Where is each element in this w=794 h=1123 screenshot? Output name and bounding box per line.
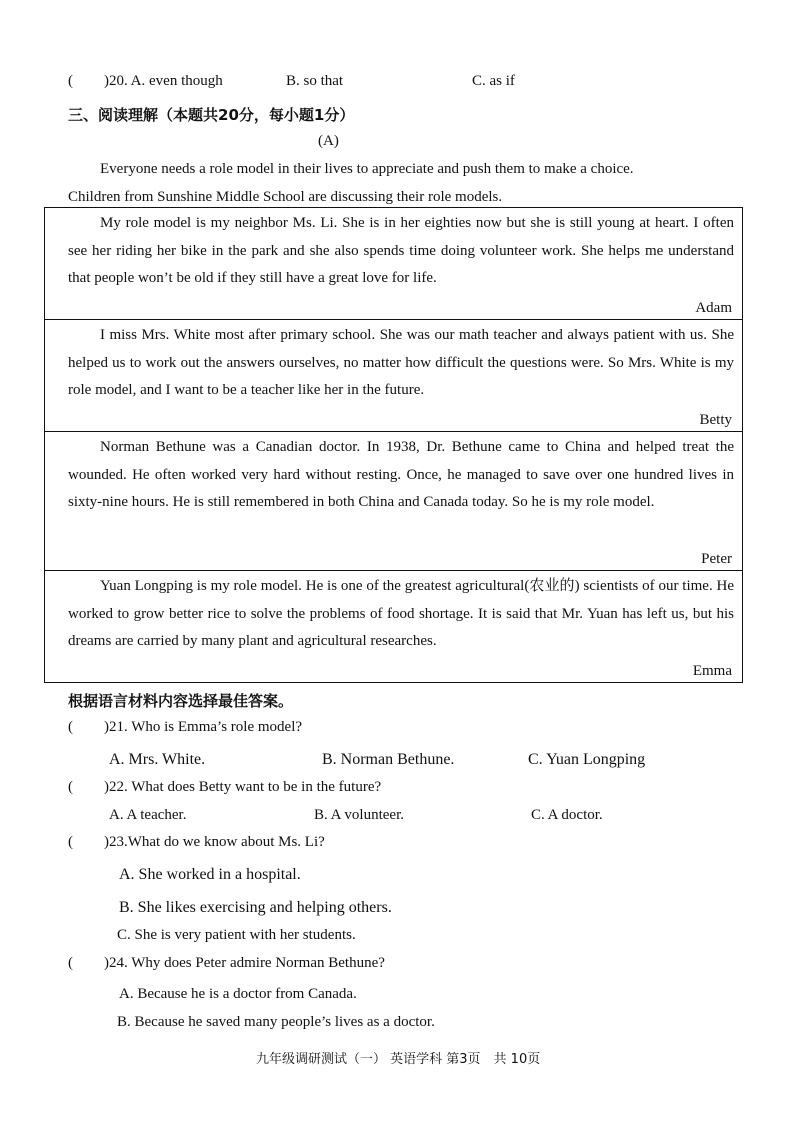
question-23-option-c: C. She is very patient with her students. (117, 927, 356, 943)
answer-paren-20: ( (68, 73, 73, 89)
question-24-stem: )24. Why does Peter admire Norman Bethune? (104, 955, 385, 971)
question-22-stem: )22. What does Betty want to be in the future? (104, 779, 382, 795)
question-20-option-a: )20. A. even though (104, 73, 223, 89)
section-title: 三、阅读理解（本题共20分，每小题1分） (68, 106, 355, 124)
passage-author: Adam (695, 300, 732, 316)
answer-paren-24: ( (68, 955, 73, 971)
passage-box-betty (44, 319, 743, 432)
intro-line-2: Children from Sunshine Middle School are discussing their role models. (68, 189, 503, 205)
question-23-stem: )23.What do we know about Ms. Li? (104, 834, 325, 850)
question-24-option-b: B. Because he saved many people’s lives as a doctor. (117, 1014, 435, 1030)
passage-author: Emma (692, 663, 732, 679)
question-21-option-c: C. Yuan Longping (528, 751, 646, 768)
passage-text: Yuan Longping is my role model. He is one of the greatest agricultural(农业的) scientists of our time. He worked to grow better rice to solve the problems of food shortage. It is said that Mr. Yuan has left us, but his dreams are carried by many plant and agricultural researches. (68, 578, 734, 650)
passage-author: Betty (699, 412, 732, 428)
question-22-option-c: C. A doctor. (531, 807, 603, 823)
passage-text: My role model is my neighbor Ms. Li. She is in her eighties now but she is still young at heart. I often see her riding her bike in the park and she also spends time doing volunteer work. She helps me understand that people won’t be old if they still have a great love for life. (68, 215, 734, 287)
answer-paren-22: ( (68, 779, 73, 795)
passage-box-adam (44, 207, 743, 320)
answer-paren-23: ( (68, 834, 73, 850)
page-footer: 九年级调研测试（一） 英语学科 第3页 共 10页 (256, 1052, 541, 1067)
answer-paren-21: ( (68, 719, 73, 735)
passage-text: I miss Mrs. White most after primary school. She was our math teacher and always patient with us. She helped us to work out the answers ourselves, no matter how difficult the questions were. So Mrs. White is my role model, and I want to be a teacher like her in the future. (68, 327, 734, 399)
passage-text: Norman Bethune was a Canadian doctor. In 1938, Dr. Bethune came to China and helped treat the wounded. He often worked very hard without resting. Once, he managed to save over one hundred lives in sixty-nine hours. He is still remembered in both China and Canada today. So he is my role model. (68, 439, 734, 511)
question-24-option-a: A. Because he is a doctor from Canada. (119, 986, 357, 1002)
instruction: 根据语言材料内容选择最佳答案。 (68, 692, 294, 710)
passage-author: Peter (701, 551, 732, 567)
intro-line-1: Everyone needs a role model in their lives to appreciate and push them to make a choice. (100, 161, 634, 177)
passage-box-emma (44, 570, 743, 683)
question-22-option-a: A. A teacher. (109, 807, 187, 823)
part-label: (A) (318, 133, 339, 149)
question-21-option-b: B. Norman Bethune. (322, 751, 455, 768)
question-22-option-b: B. A volunteer. (314, 807, 404, 823)
question-21-option-a: A. Mrs. White. (109, 751, 206, 768)
question-23-option-b: B. She likes exercising and helping others. (119, 899, 392, 916)
question-20-option-b: B. so that (286, 73, 344, 89)
question-20-option-c: C. as if (472, 73, 515, 89)
question-23-option-a: A. She worked in a hospital. (119, 866, 301, 883)
passage-box-peter (44, 431, 743, 571)
question-21-stem: )21. Who is Emma’s role model? (104, 719, 303, 735)
